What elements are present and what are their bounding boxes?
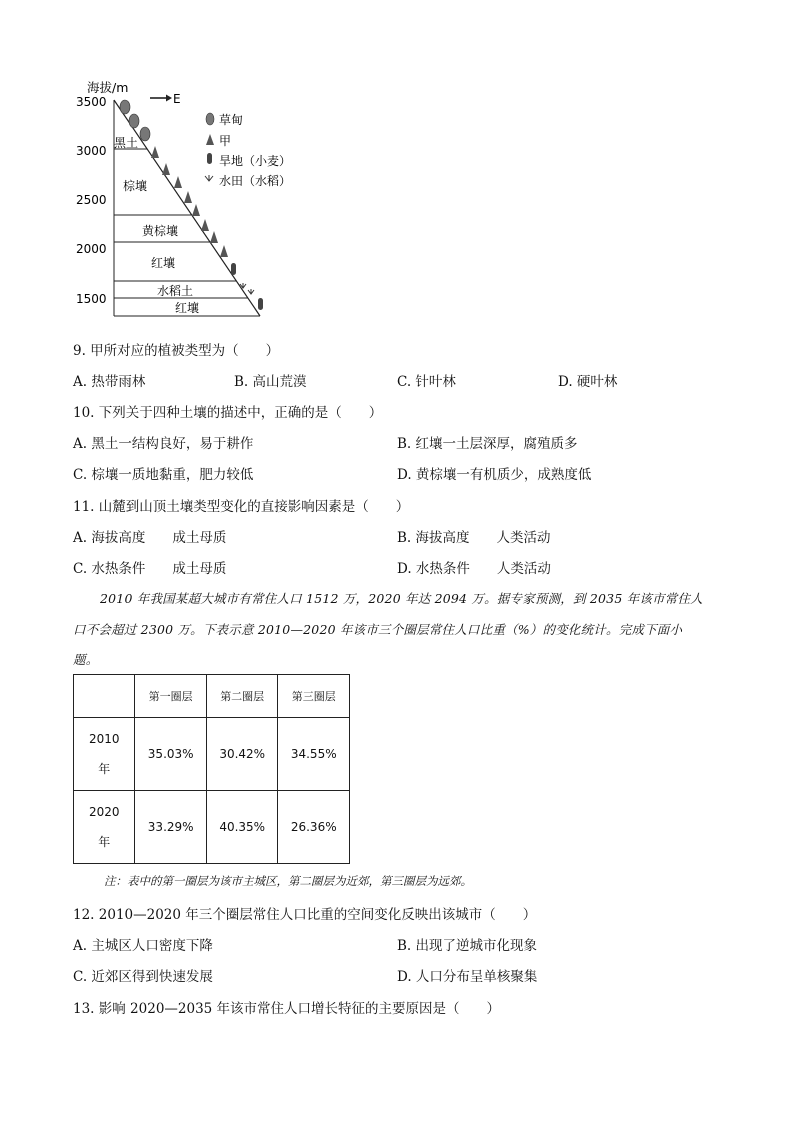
passage-line-3: 题。 bbox=[73, 652, 99, 667]
table-cell: 26.36% bbox=[278, 791, 350, 864]
table-cell: 33.29% bbox=[135, 791, 207, 864]
year-number: 2010 bbox=[88, 732, 120, 746]
question-9-option-c[interactable]: C. 针叶林 bbox=[397, 374, 456, 390]
table-row bbox=[74, 718, 350, 791]
question-9-stem: 9. 甲所对应的植被类型为（ ） bbox=[73, 343, 280, 359]
soil-label-black: 黑土 bbox=[114, 136, 139, 150]
table-header-cell: 第一圈层 bbox=[135, 675, 207, 718]
wheat-icon bbox=[231, 263, 236, 275]
legend-label: 甲 bbox=[219, 134, 232, 148]
question-9-option-a[interactable]: A. 热带雨林 bbox=[73, 374, 146, 390]
legend-label: 水田（水稻） bbox=[219, 174, 292, 188]
question-10-stem: 10. 下列关于四种土壤的描述中，正确的是（ ） bbox=[73, 405, 383, 421]
question-11-option-a[interactable]: A. 海拔高度 成土母质 bbox=[73, 530, 227, 546]
question-11-stem: 11. 山麓到山顶土壤类型变化的直接影响因素是（ ） bbox=[73, 499, 410, 515]
meadow-icon bbox=[120, 100, 150, 141]
table-header-cell: 第二圈层 bbox=[206, 675, 278, 718]
question-10-option-a[interactable]: A. 黑土一结构良好，易于耕作 bbox=[73, 436, 254, 452]
grass-meadow-icon bbox=[206, 113, 214, 125]
soil-label-red: 红壤 bbox=[151, 256, 176, 270]
question-11-option-d[interactable]: D. 水热条件 人类活动 bbox=[397, 561, 551, 577]
altitude-soil-figure bbox=[60, 80, 320, 325]
legend-label: 旱地（小麦） bbox=[219, 154, 292, 168]
question-11-option-b[interactable]: B. 海拔高度 人类活动 bbox=[397, 530, 551, 546]
soil-label-brown: 棕壤 bbox=[123, 179, 148, 193]
question-10-option-c[interactable]: C. 棕壤一质地黏重，肥力较低 bbox=[73, 467, 254, 483]
table-header-cell bbox=[74, 675, 135, 718]
soil-label-yellow-brown: 黄棕壤 bbox=[142, 224, 179, 238]
question-10-option-b[interactable]: B. 红壤一土层深厚，腐殖质多 bbox=[397, 436, 578, 452]
table-header-row bbox=[74, 675, 350, 718]
table-row bbox=[74, 791, 350, 864]
question-10-option-d[interactable]: D. 黄棕壤一有机质少，成熟度低 bbox=[397, 467, 592, 483]
passage-line-1: 2010 年我国某超大城市有常住人口 1512 万，2020 年达 2094 万。据专家预测，到 2035 年该市常住人 bbox=[100, 591, 703, 606]
y-tick: 3000 bbox=[76, 144, 107, 158]
year-cell bbox=[74, 718, 135, 791]
y-axis-label: 海拔/m bbox=[87, 80, 129, 95]
table-header-cell: 第三圈层 bbox=[278, 675, 350, 718]
y-tick: 2000 bbox=[76, 242, 107, 256]
year-number: 2020 bbox=[88, 805, 120, 819]
table-cell: 40.35% bbox=[206, 791, 278, 864]
soil-label-red-bottom: 红壤 bbox=[175, 301, 200, 315]
question-12-option-b[interactable]: B. 出现了逆城市化现象 bbox=[397, 938, 538, 954]
table-cell: 35.03% bbox=[135, 718, 207, 791]
table-note: 注：表中的第一圈层为该市主城区，第二圈层为近郊，第三圈层为远郊。 bbox=[104, 874, 472, 888]
question-12-option-d[interactable]: D. 人口分布呈单核聚集 bbox=[397, 969, 538, 985]
question-9-option-d[interactable]: D. 硬叶林 bbox=[558, 374, 618, 390]
legend bbox=[205, 112, 291, 188]
question-11-option-c[interactable]: C. 水热条件 成土母质 bbox=[73, 561, 227, 577]
year-unit: 年 bbox=[98, 835, 111, 849]
question-12-stem: 12. 2010—2020 年三个圈层常住人口比重的空间变化反映出该城市（ ） bbox=[73, 907, 537, 923]
question-13-stem: 13. 影响 2020—2035 年该市常住人口增长特征的主要原因是（ ） bbox=[73, 1001, 501, 1017]
y-tick: 2500 bbox=[76, 193, 107, 207]
y-tick: 3500 bbox=[76, 95, 107, 109]
rice-icon bbox=[205, 175, 213, 181]
passage-line-2: 口不会超过 2300 万。下表示意 2010—2020 年该市三个圈层常住人口比重（%）的变化统计。完成下面小 bbox=[73, 622, 683, 637]
wheat-icon bbox=[258, 298, 263, 310]
conifer-tree-icon bbox=[206, 134, 214, 145]
direction-label: E bbox=[173, 92, 181, 106]
soil-label-paddy: 水稻土 bbox=[157, 284, 194, 298]
year-cell bbox=[74, 791, 135, 864]
question-9-option-b[interactable]: B. 高山荒漠 bbox=[234, 374, 307, 390]
east-arrow-head-icon bbox=[166, 95, 172, 102]
legend-label: 草甸 bbox=[219, 113, 244, 127]
y-tick: 1500 bbox=[76, 292, 107, 306]
table-cell: 30.42% bbox=[206, 718, 278, 791]
conifer-icon bbox=[151, 146, 228, 257]
table-cell: 34.55% bbox=[278, 718, 350, 791]
population-table bbox=[73, 674, 350, 864]
wheat-icon bbox=[207, 153, 212, 164]
year-unit: 年 bbox=[98, 762, 111, 776]
question-12-option-c[interactable]: C. 近郊区得到快速发展 bbox=[73, 969, 213, 985]
question-12-option-a[interactable]: A. 主城区人口密度下降 bbox=[73, 938, 213, 954]
